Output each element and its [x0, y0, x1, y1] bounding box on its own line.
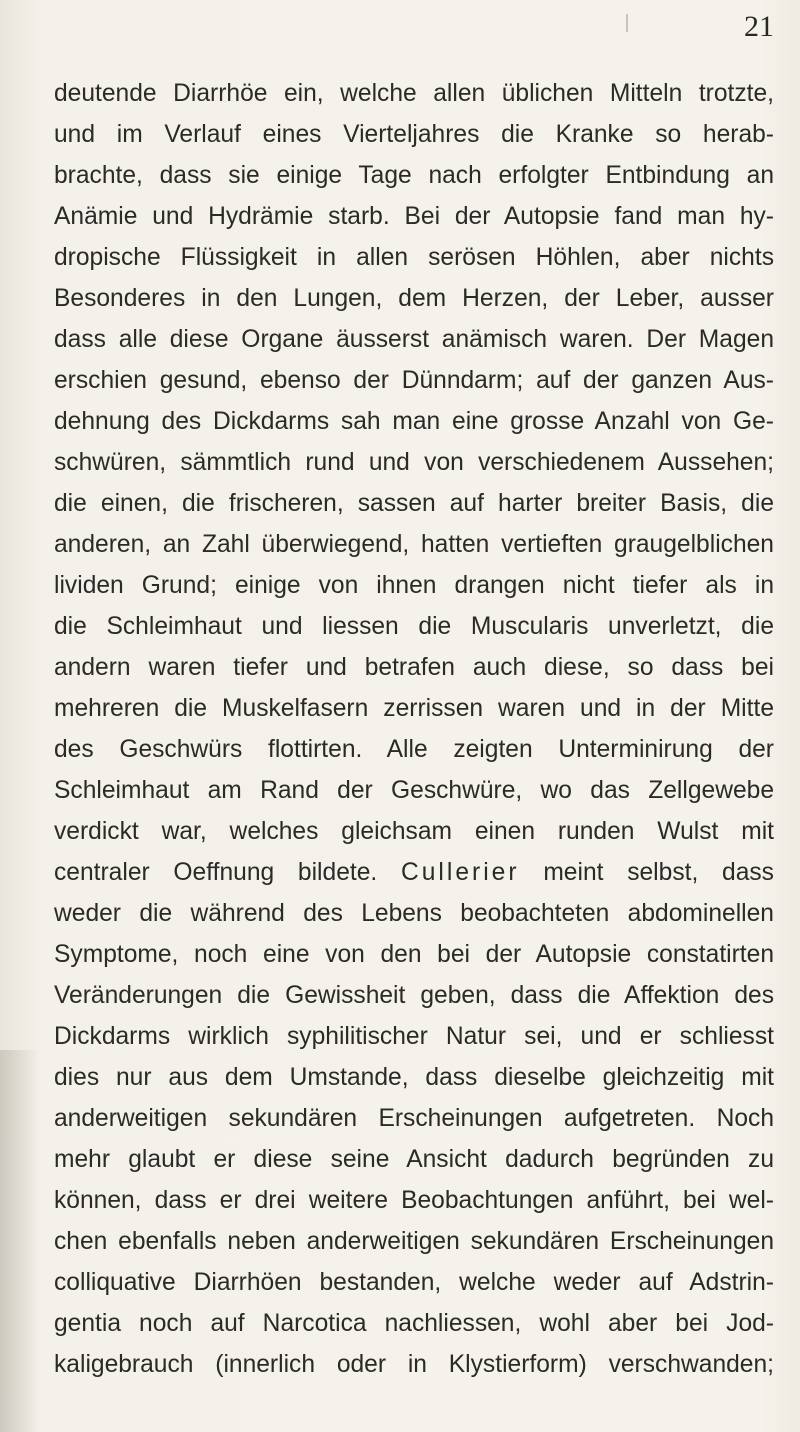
- text-line-11: die einen, die frischeren, sassen auf harter breiter Basis, die: [54, 490, 774, 517]
- text-line-4: Anämie und Hydrämie starb. Bei der Autopsie fand man hy-: [54, 203, 774, 230]
- text-line-28: können, dass er drei weitere Beobachtungen anführt, bei wel-: [54, 1187, 774, 1214]
- text-line-14: die Schleimhaut und liessen die Muscularis unverletzt, die: [54, 613, 774, 640]
- text-line-25: dies nur aus dem Umstande, dass dieselbe gleichzeitig mit: [54, 1064, 774, 1091]
- text-line-7: dass alle diese Organe äusserst anämisch waren. Der Magen: [54, 326, 774, 353]
- text-line-22: Symptome, noch eine von den bei der Autopsie constatirten: [54, 941, 774, 968]
- page-edge-shadow: [0, 1050, 40, 1432]
- text-line-13: lividen Grund; einige von ihnen drangen nicht tiefer als in: [54, 572, 774, 599]
- text-line-15: andern waren tiefer und betrafen auch diese, so dass bei: [54, 654, 774, 681]
- text-line-2: und im Verlauf eines Vierteljahres die Kranke so herab-: [54, 121, 774, 148]
- body-text: [54, 73, 774, 1385]
- text-line-29: chen ebenfalls neben anderweitigen sekundären Erscheinungen: [54, 1228, 774, 1255]
- text-line-30: colliquative Diarrhöen bestanden, welche weder auf Adstrin-: [54, 1269, 774, 1296]
- text-line-32: kaligebrauch (innerlich oder in Klystierform) verschwanden;: [54, 1351, 774, 1378]
- text-line-12: anderen, an Zahl überwiegend, hatten vertieften graugelblichen: [54, 531, 774, 558]
- text-line-6: Besonderes in den Lungen, dem Herzen, der Leber, ausser: [54, 285, 774, 312]
- header-mark: [626, 14, 628, 32]
- text-line-20-end: meint selbst, dass: [543, 859, 774, 886]
- text-line-24: Dickdarms wirklich syphilitischer Natur sei, und er schliesst: [54, 1023, 774, 1050]
- text-line-10: schwüren, sämmtlich rund und von verschiedenem Aussehen;: [54, 449, 774, 476]
- text-line-17: des Geschwürs flottirten. Alle zeigten Unterminirung der: [54, 736, 774, 763]
- text-line-23: Veränderungen die Gewissheit geben, dass die Affektion des: [54, 982, 774, 1009]
- text-line-26: anderweitigen sekundären Erscheinungen aufgetreten. Noch: [54, 1105, 774, 1132]
- text-line-20-start: centraler Oeffnung bildete.: [54, 859, 378, 886]
- text-line-20: [54, 852, 774, 893]
- text-line-18: Schleimhaut am Rand der Geschwüre, wo das Zellgewebe: [54, 777, 774, 804]
- text-line-8: erschien gesund, ebenso der Dünndarm; auf der ganzen Aus-: [54, 367, 774, 394]
- text-line-1: deutende Diarrhöe ein, welche allen üblichen Mitteln trotzte,: [54, 80, 774, 107]
- text-line-31: gentia noch auf Narcotica nachliessen, wohl aber bei Jod-: [54, 1310, 774, 1337]
- text-line-21: weder die während des Lebens beobachteten abdominellen: [54, 900, 774, 927]
- text-line-19: verdickt war, welches gleichsam einen runden Wulst mit: [54, 818, 774, 845]
- text-line-5: dropische Flüssigkeit in allen serösen Höhlen, aber nichts: [54, 244, 774, 271]
- text-line-16: mehreren die Muskelfasern zerrissen waren und in der Mitte: [54, 695, 774, 722]
- text-line-9: dehnung des Dickdarms sah man eine grosse Anzahl von Ge-: [54, 408, 774, 435]
- text-line-3: brachte, dass sie einige Tage nach erfolgter Entbindung an: [54, 162, 774, 189]
- page-number: 21: [744, 10, 774, 43]
- text-line-27: mehr glaubt er diese seine Ansicht dadurch begründen zu: [54, 1146, 774, 1173]
- author-name: Cullerier: [400, 859, 520, 886]
